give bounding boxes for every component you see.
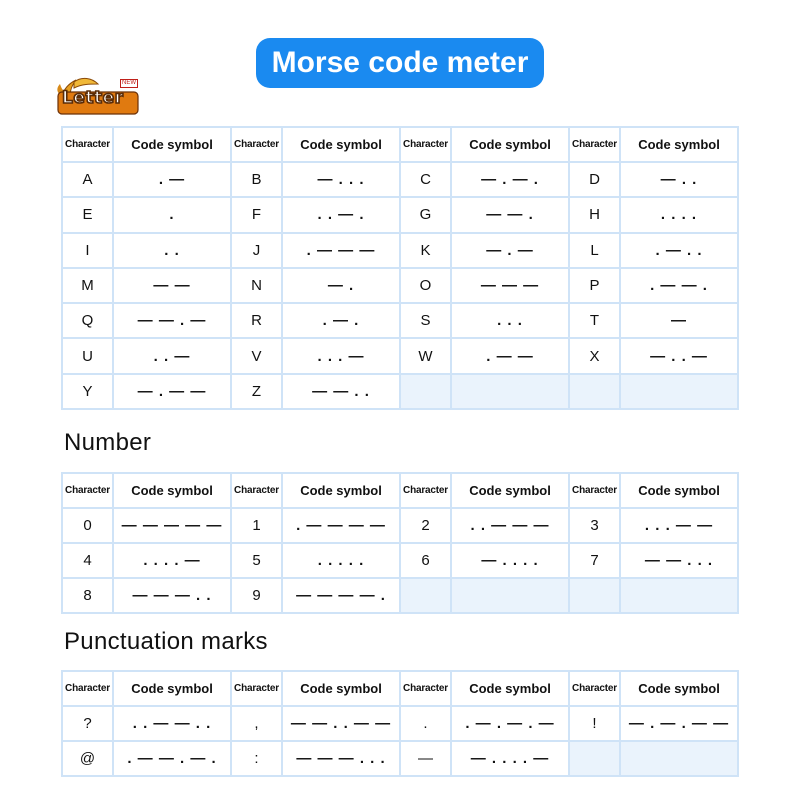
logo-badge: NEW (122, 80, 136, 86)
table-row (62, 197, 738, 232)
character-cell: 5 (231, 543, 282, 578)
character-column-header: Character (231, 473, 282, 508)
code-symbol-cell: . . . . — (113, 543, 231, 578)
header-row (62, 473, 738, 508)
character-cell: L (569, 233, 620, 268)
code-symbol-cell: — — — — . (282, 578, 400, 613)
code-symbol-cell: . — . . (620, 233, 738, 268)
code-symbol-cell: . . — . (282, 197, 400, 232)
code-symbol-cell: — . . — (620, 338, 738, 373)
logo-wordmark: Letter (62, 88, 124, 108)
code-symbol-column-header: Code symbol (113, 127, 231, 162)
code-symbol-cell: — — (113, 268, 231, 303)
code-symbol-cell: . — — . — . (113, 741, 231, 776)
empty-cell (400, 374, 451, 409)
empty-cell (569, 578, 620, 613)
table-row (62, 741, 738, 776)
section-heading-punctuation: Punctuation marks (64, 628, 268, 655)
character-cell: X (569, 338, 620, 373)
character-cell: 0 (62, 508, 113, 543)
character-cell: J (231, 233, 282, 268)
character-cell: C (400, 162, 451, 197)
character-column-header: Character (569, 671, 620, 706)
code-symbol-cell: — — — — — (113, 508, 231, 543)
code-symbol-cell: — — . . . (620, 543, 738, 578)
code-symbol-cell: . . (113, 233, 231, 268)
table-row (62, 233, 738, 268)
table-row (62, 543, 738, 578)
code-symbol-cell: . — . — . — (451, 706, 569, 741)
table-row (62, 303, 738, 338)
character-column-header: Character (569, 473, 620, 508)
code-symbol-cell: . . — (113, 338, 231, 373)
code-symbol-cell: — — . — (113, 303, 231, 338)
code-symbol-cell: . . . (451, 303, 569, 338)
code-symbol-cell: — — — . . . (282, 741, 400, 776)
character-cell: O (400, 268, 451, 303)
number-table (61, 472, 739, 614)
code-symbol-cell: . — — — (282, 233, 400, 268)
code-symbol-cell: — . . . . (451, 543, 569, 578)
character-cell: H (569, 197, 620, 232)
empty-cell (400, 578, 451, 613)
character-cell: 3 (569, 508, 620, 543)
code-symbol-cell: — — — (451, 268, 569, 303)
empty-cell (620, 741, 738, 776)
character-cell: 2 (400, 508, 451, 543)
code-symbol-cell: — — . (451, 197, 569, 232)
code-symbol-column-header: Code symbol (620, 473, 738, 508)
code-symbol-cell: — — . . (282, 374, 400, 409)
character-column-header: Character (400, 127, 451, 162)
code-symbol-cell: — . — (451, 233, 569, 268)
table-row (62, 162, 738, 197)
character-cell: 1 (231, 508, 282, 543)
character-cell: I (62, 233, 113, 268)
code-symbol-cell: — . — . — — (620, 706, 738, 741)
character-cell: Z (231, 374, 282, 409)
character-cell: . (400, 706, 451, 741)
table-row (62, 706, 738, 741)
character-column-header: Character (569, 127, 620, 162)
character-column-header: Character (231, 671, 282, 706)
code-symbol-cell: . . — — — (451, 508, 569, 543)
character-cell: ! (569, 706, 620, 741)
empty-cell (569, 741, 620, 776)
character-cell: ? (62, 706, 113, 741)
character-cell: K (400, 233, 451, 268)
empty-cell (451, 374, 569, 409)
character-cell: P (569, 268, 620, 303)
code-symbol-cell: . — (113, 162, 231, 197)
table-row (62, 374, 738, 409)
section-heading-number: Number (64, 429, 152, 456)
character-cell: U (62, 338, 113, 373)
code-symbol-cell: — . . . (282, 162, 400, 197)
character-cell: S (400, 303, 451, 338)
letter-table (61, 126, 739, 410)
code-symbol-column-header: Code symbol (620, 671, 738, 706)
header-row (62, 671, 738, 706)
code-symbol-cell: — (620, 303, 738, 338)
brand-logo (54, 74, 150, 122)
code-symbol-cell: — . . (620, 162, 738, 197)
character-cell: G (400, 197, 451, 232)
code-symbol-column-header: Code symbol (620, 127, 738, 162)
character-cell: @ (62, 741, 113, 776)
table-row (62, 338, 738, 373)
code-symbol-cell: — — — . . (113, 578, 231, 613)
character-column-header: Character (62, 127, 113, 162)
character-cell: T (569, 303, 620, 338)
character-cell: Q (62, 303, 113, 338)
code-symbol-cell: . — — — — (282, 508, 400, 543)
character-cell: E (62, 197, 113, 232)
character-cell: , (231, 706, 282, 741)
table-row (62, 268, 738, 303)
character-column-header: Character (400, 473, 451, 508)
code-symbol-cell: . . . — (282, 338, 400, 373)
character-column-header: Character (62, 671, 113, 706)
code-symbol-column-header: Code symbol (451, 127, 569, 162)
table-row (62, 578, 738, 613)
character-cell: D (569, 162, 620, 197)
code-symbol-cell: . — — . (620, 268, 738, 303)
character-column-header: Character (400, 671, 451, 706)
character-cell: W (400, 338, 451, 373)
code-symbol-cell: . . — — . . (113, 706, 231, 741)
code-symbol-column-header: Code symbol (451, 473, 569, 508)
table-row (62, 508, 738, 543)
code-symbol-column-header: Code symbol (113, 473, 231, 508)
empty-cell (620, 578, 738, 613)
code-symbol-cell: — . . . . — (451, 741, 569, 776)
empty-cell (569, 374, 620, 409)
code-symbol-cell: . . . . . (282, 543, 400, 578)
character-cell: A (62, 162, 113, 197)
code-symbol-column-header: Code symbol (113, 671, 231, 706)
code-symbol-cell: . — — (451, 338, 569, 373)
code-symbol-column-header: Code symbol (282, 473, 400, 508)
character-column-header: Character (231, 127, 282, 162)
empty-cell (620, 374, 738, 409)
code-symbol-column-header: Code symbol (282, 671, 400, 706)
character-cell: N (231, 268, 282, 303)
character-cell: F (231, 197, 282, 232)
character-cell: 7 (569, 543, 620, 578)
empty-cell (451, 578, 569, 613)
page-title: Morse code meter (256, 38, 544, 88)
character-column-header: Character (62, 473, 113, 508)
character-cell: B (231, 162, 282, 197)
punctuation-table (61, 670, 739, 777)
character-cell: Y (62, 374, 113, 409)
code-symbol-cell: . . . . (620, 197, 738, 232)
character-cell: 8 (62, 578, 113, 613)
character-cell: 9 (231, 578, 282, 613)
character-cell: — (400, 741, 451, 776)
character-cell: 4 (62, 543, 113, 578)
character-cell: R (231, 303, 282, 338)
code-symbol-column-header: Code symbol (451, 671, 569, 706)
code-symbol-cell: . — . (282, 303, 400, 338)
code-symbol-cell: — . — — (113, 374, 231, 409)
code-symbol-cell: — . (282, 268, 400, 303)
code-symbol-column-header: Code symbol (282, 127, 400, 162)
character-cell: 6 (400, 543, 451, 578)
character-cell: : (231, 741, 282, 776)
code-symbol-cell: . . . — — (620, 508, 738, 543)
code-symbol-cell: — — . . — — (282, 706, 400, 741)
code-symbol-cell: — . — . (451, 162, 569, 197)
code-symbol-cell: . (113, 197, 231, 232)
header-row (62, 127, 738, 162)
character-cell: M (62, 268, 113, 303)
character-cell: V (231, 338, 282, 373)
